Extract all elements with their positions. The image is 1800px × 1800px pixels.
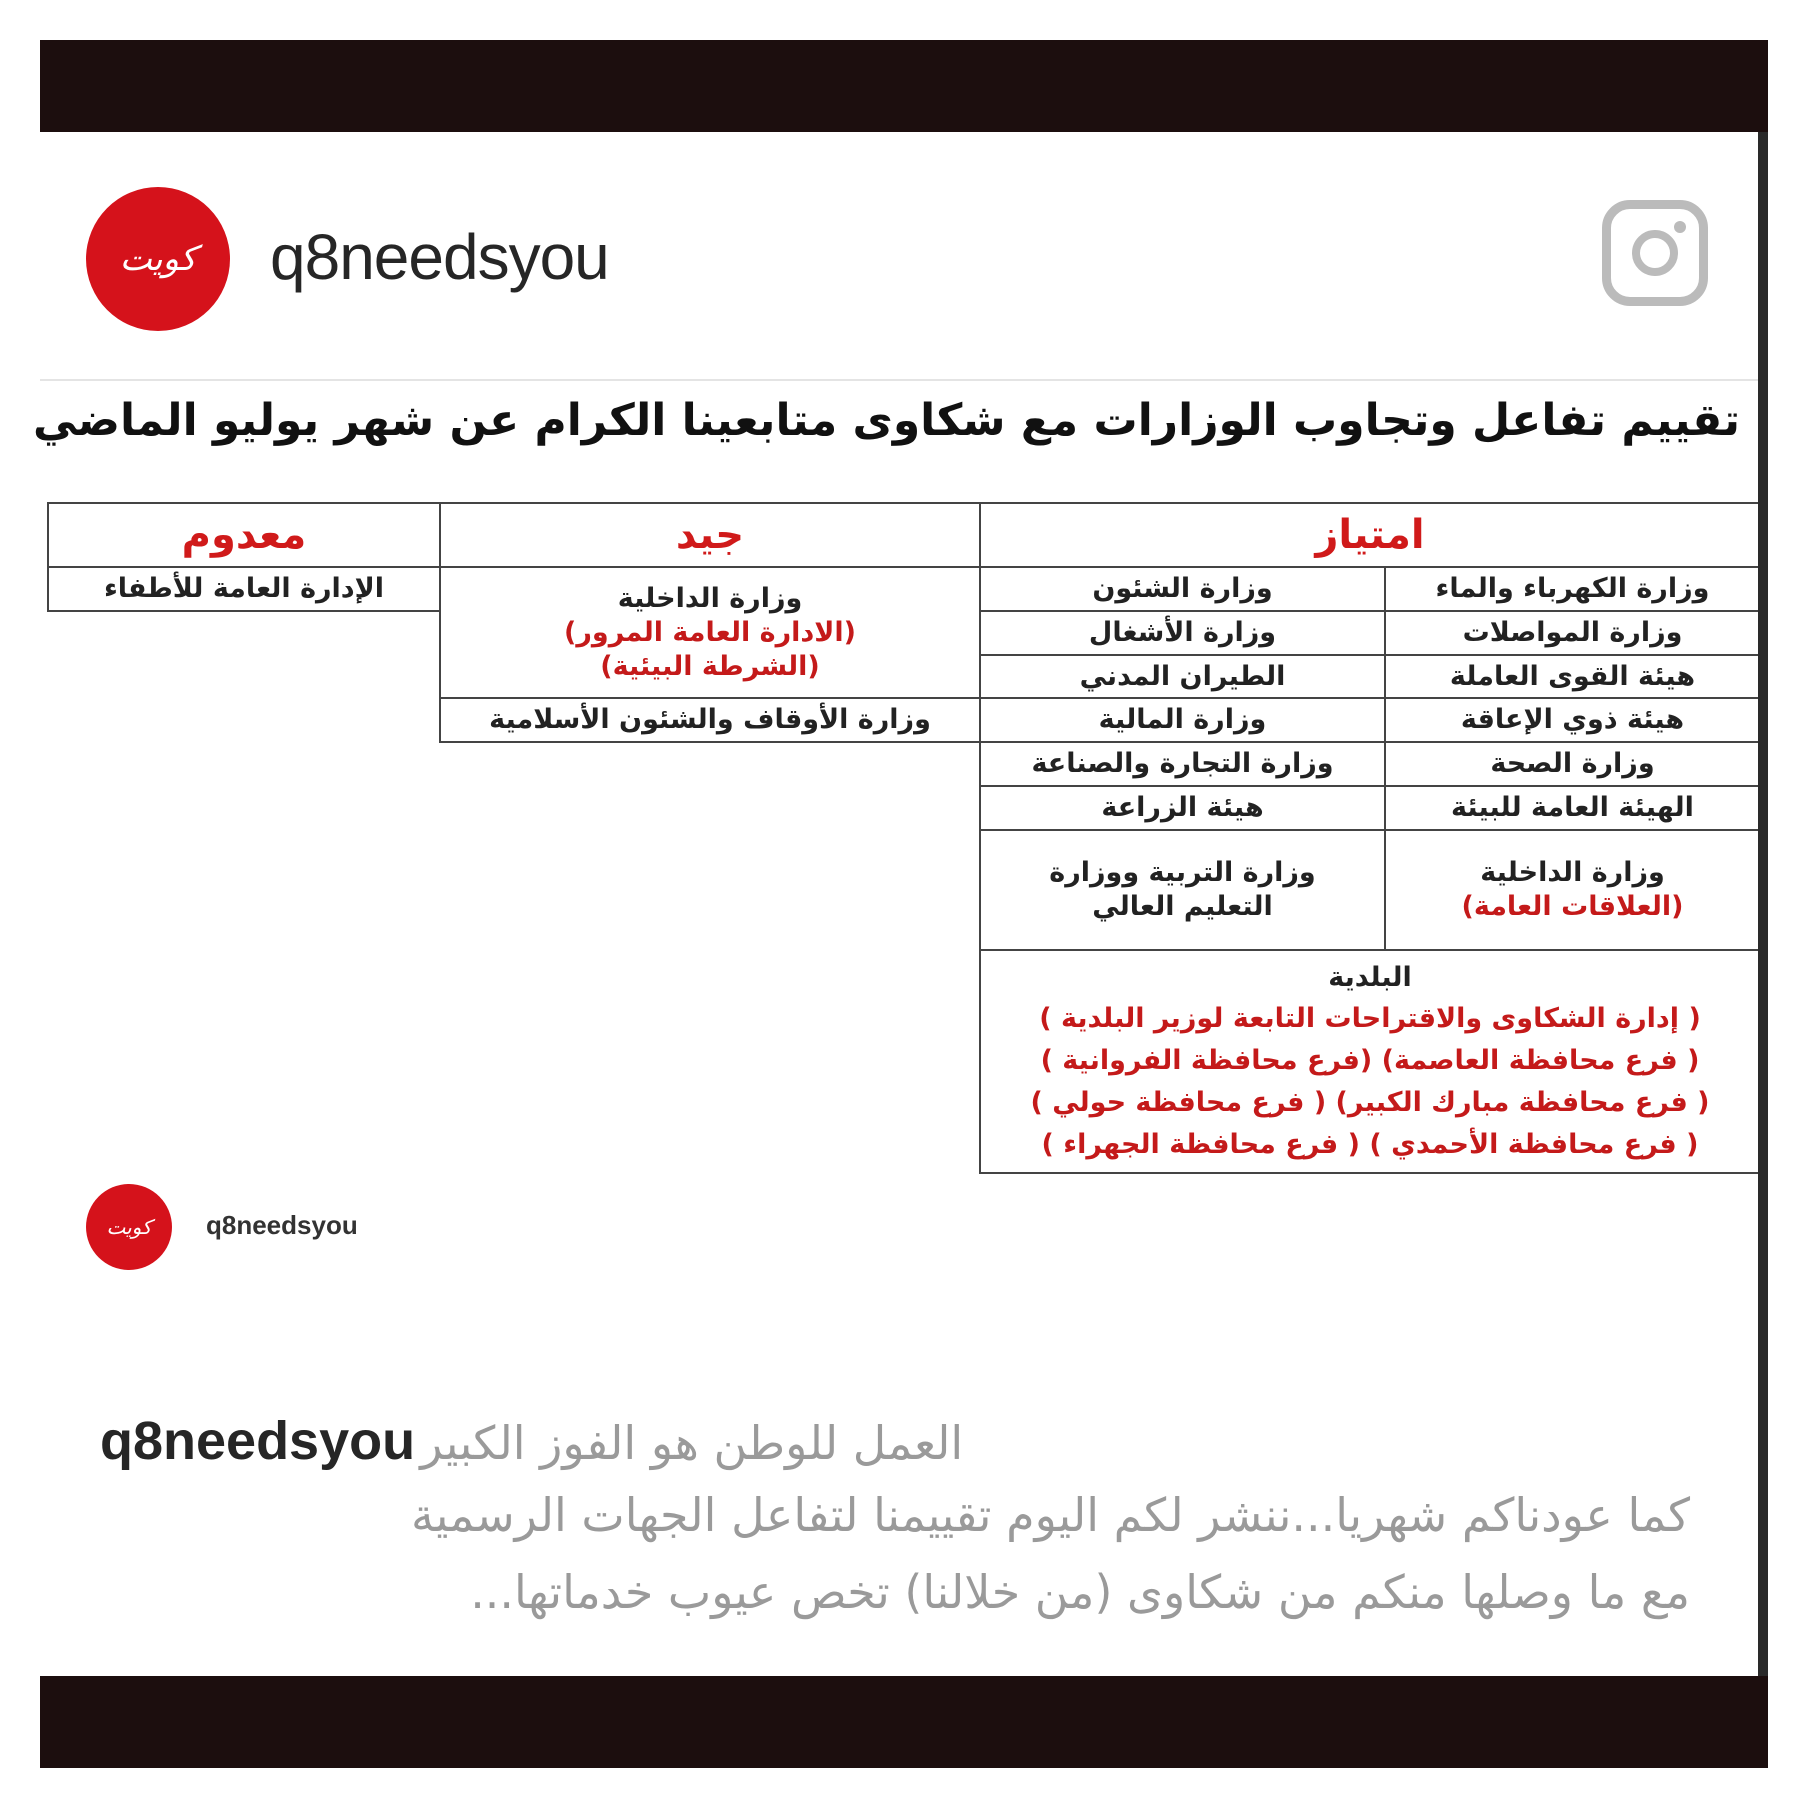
bottom-bar	[40, 1676, 1768, 1768]
excellent-item: وزارة المواصلات	[1385, 611, 1760, 655]
empty-cell	[48, 655, 440, 699]
watermark-username: q8needsyou	[206, 1210, 358, 1240]
excellent-item: وزارة الصحة	[1385, 742, 1760, 786]
excellent-item: وزارة التجارة والصناعة	[980, 742, 1385, 786]
none-item: الإدارة العامة للأطفاء	[48, 567, 440, 611]
camera-dot-icon	[1674, 221, 1686, 233]
caption-line-3: مع ما وصلها منكم من شكاوى (من خلالنا) تخص عيوب خدماتها...	[470, 1565, 1690, 1619]
header-divider	[40, 379, 1758, 381]
municipality-line: ( إدارة الشكاوى والاقتراحات التابعة لوزير البلدية )	[1039, 1003, 1701, 1035]
header-good: جيد	[440, 503, 980, 567]
caption-line-2: كما عودناكم شهريا...ننشر لكم اليوم تقييمنا لتفاعل الجهات الرسمية	[410, 1488, 1690, 1542]
instagram-icon	[1602, 200, 1708, 306]
excellent-item: الطيران المدني	[980, 655, 1385, 699]
header-excellent: امتياز	[980, 503, 1760, 567]
caption-text-1: العمل للوطن هو الفوز الكبير	[420, 1416, 964, 1470]
excellent-interior: وزارة الداخلية	[1480, 856, 1665, 888]
empty-cell	[48, 742, 980, 786]
caption-line-1	[100, 1410, 1150, 1472]
excellent-item: هيئة القوى العاملة	[1385, 655, 1760, 699]
post-frame	[33, 40, 1768, 1768]
watermark-avatar	[86, 1184, 172, 1270]
username[interactable]: q8needsyou	[270, 221, 609, 293]
good-interior: وزارة الداخلية	[617, 583, 803, 614]
excellent-item: هيئة الزراعة	[980, 786, 1385, 830]
excellent-item: وزارة الأشغال	[980, 611, 1385, 655]
excellent-item: وزارة الكهرباء والماء	[1385, 567, 1760, 611]
avatar-logo: كويت	[119, 239, 197, 279]
municipality-title: البلدية	[1328, 961, 1412, 993]
caption-username[interactable]: q8needsyou	[100, 1411, 416, 1471]
excellent-item: هيئة ذوي الإعاقة	[1385, 698, 1760, 742]
excellent-item: وزارة الشئون	[980, 567, 1385, 611]
empty-cell	[48, 950, 980, 1173]
empty-cell	[48, 830, 980, 950]
post-title: تقييم تفاعل وتجاوب الوزارات مع شكاوى متابعينا الكرام عن شهر يوليو الماضي	[33, 395, 1740, 446]
camera-lens-icon	[1632, 230, 1678, 276]
excellent-item: وزارة المالية	[980, 698, 1385, 742]
good-interior-cell	[440, 567, 980, 698]
good-interior-sub2: (الشرطة البيئية)	[600, 650, 820, 682]
municipality-line: ( فرع محافظة العاصمة) (فرع محافظة الفروانية )	[1040, 1045, 1700, 1077]
empty-cell	[48, 698, 440, 742]
header-none: معدوم	[48, 503, 440, 567]
good-awqaf: وزارة الأوقاف والشئون الأسلامية	[440, 698, 980, 742]
municipality-cell	[980, 950, 1760, 1173]
excellent-item: الهيئة العامة للبيئة	[1385, 786, 1760, 830]
municipality-line: ( فرع محافظة مبارك الكبير) ( فرع محافظة حولي )	[1030, 1087, 1710, 1119]
watermark-logo: كويت	[106, 1215, 152, 1239]
empty-cell	[48, 611, 440, 655]
empty-cell	[48, 786, 980, 830]
excellent-interior-cell	[1385, 830, 1760, 950]
good-interior-sub1: (الادارة العامة المرور)	[564, 616, 856, 648]
side-border	[1758, 132, 1768, 1676]
top-bar	[40, 40, 1768, 132]
excellent-item: وزارة التربية ووزارة التعليم العالي	[980, 830, 1385, 950]
avatar[interactable]	[86, 187, 230, 331]
excellent-interior-sub: (العلاقات العامة)	[1461, 890, 1684, 922]
rating-table	[47, 502, 1761, 1174]
municipality-line: ( فرع محافظة الأحمدي ) ( فرع محافظة الجهراء )	[1041, 1128, 1699, 1160]
